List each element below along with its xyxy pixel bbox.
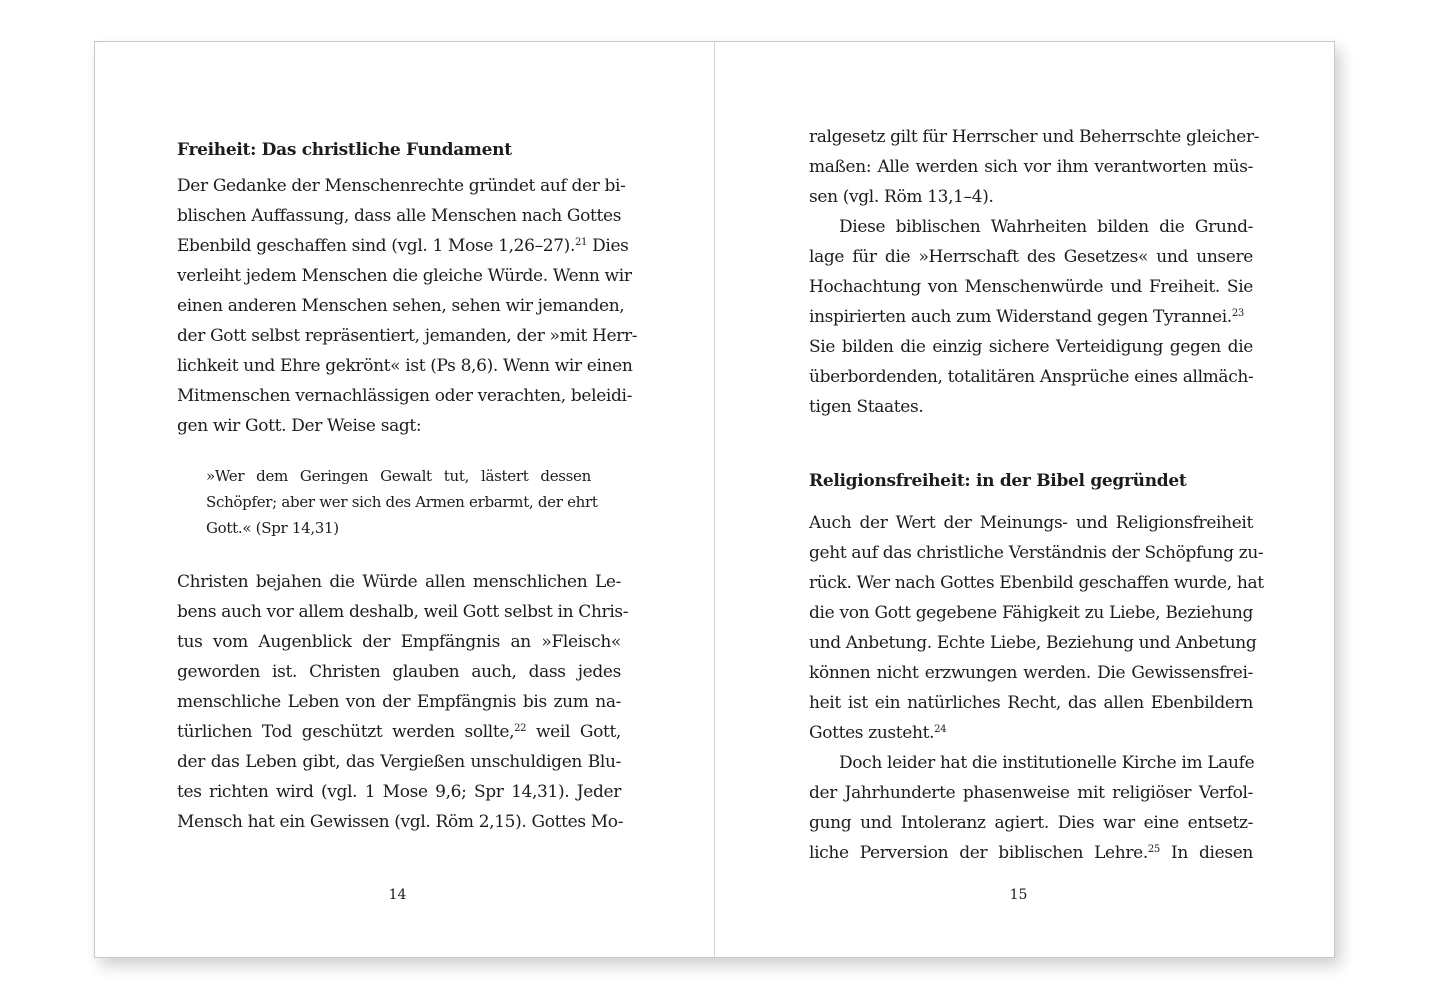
left-page bbox=[95, 42, 714, 957]
text-line: und Anbetung. Echte Liebe, Beziehung und Anbetung bbox=[809, 633, 1257, 653]
text-line: ralgesetz gilt für Herrscher und Beherrschte gleicher- bbox=[809, 127, 1260, 147]
text-line: sen (vgl. Röm 13,1–4). bbox=[809, 187, 994, 207]
quote-line: Gott.« (Spr 14,31) bbox=[206, 519, 339, 537]
text-line: Diese biblischen Wahrheiten bilden die Grund- bbox=[839, 217, 1253, 237]
text-line: heit ist ein natürliches Recht, das allen Ebenbildern bbox=[809, 693, 1253, 713]
text-segment: Gottes zusteht. bbox=[809, 723, 935, 743]
text-segment: inspirierten auch zum Widerstand gegen Tyrannei. bbox=[809, 307, 1232, 327]
text-line: rück. Wer nach Gottes Ebenbild geschaffen wurde, hat bbox=[809, 573, 1264, 593]
text-line: Hochachtung von Menschenwürde und Freiheit. Sie bbox=[809, 277, 1253, 297]
text-segment: liche Perversion der biblischen Lehre. bbox=[809, 843, 1148, 863]
quote-line: Schöpfer; aber wer sich des Armen erbarmt, der ehrt bbox=[206, 493, 598, 511]
text-line: geht auf das christliche Verständnis der Schöpfung zu- bbox=[809, 543, 1264, 563]
text-line: lichkeit und Ehre gekrönt« ist (Ps 8,6). Wenn wir einen bbox=[177, 356, 633, 376]
text-line: die von Gott gegebene Fähigkeit zu Liebe, Beziehung bbox=[809, 603, 1253, 623]
text-line bbox=[809, 838, 1253, 868]
right-text-block bbox=[809, 122, 1264, 868]
footnote-ref: 23 bbox=[1231, 308, 1244, 319]
text-line: maßen: Alle werden sich vor ihm verantworten müs- bbox=[809, 157, 1253, 177]
footnote-ref: 21 bbox=[575, 237, 588, 248]
text-line: gen wir Gott. Der Weise sagt: bbox=[177, 416, 422, 436]
text-segment: In diesen bbox=[1170, 843, 1253, 863]
text-line: blischen Auffassung, dass alle Menschen nach Gottes bbox=[177, 206, 622, 226]
page-number: 14 bbox=[388, 887, 407, 903]
footnote-ref: 22 bbox=[514, 723, 527, 734]
text-segment: weil Gott, bbox=[535, 722, 621, 742]
footnote-ref: 25 bbox=[1147, 844, 1160, 855]
section-heading: Religionsfreiheit: in der Bibel gegründet bbox=[809, 471, 1187, 491]
text-line: menschliche Leben von der Empfängnis bis zum na- bbox=[177, 692, 621, 712]
text-segment: türlichen Tod geschützt werden sollte, bbox=[177, 722, 515, 742]
text-line bbox=[809, 718, 1253, 748]
text-segment: Ebenbild geschaffen sind (vgl. 1 Mose 1,26–27). bbox=[177, 236, 575, 256]
book-spread bbox=[94, 41, 1335, 958]
text-line: Mitmenschen vernachlässigen oder verachten, beleidi- bbox=[177, 386, 633, 406]
text-line: der das Leben gibt, das Vergießen unschuldigen Blu- bbox=[177, 752, 621, 772]
text-line bbox=[177, 231, 629, 261]
text-line: tes richten wird (vgl. 1 Mose 9,6; Spr 14,31). Jeder bbox=[177, 782, 621, 802]
text-line: Doch leider hat die institutionelle Kirche im Laufe bbox=[839, 753, 1255, 773]
text-line: überbordenden, totalitären Ansprüche eines allmäch- bbox=[809, 367, 1254, 387]
text-line: tigen Staates. bbox=[809, 397, 924, 417]
text-line: Sie bilden die einzig sichere Verteidigung gegen die bbox=[809, 337, 1253, 357]
text-line: Der Gedanke der Menschenrechte gründet auf der bi- bbox=[177, 176, 626, 196]
section-heading: Freiheit: Das christliche Fundament bbox=[177, 140, 512, 160]
text-line: Mensch hat ein Gewissen (vgl. Röm 2,15). Gottes Mo- bbox=[177, 812, 624, 832]
text-line: verleiht jedem Menschen die gleiche Würde. Wenn wir bbox=[177, 266, 632, 286]
footnote-ref: 24 bbox=[934, 724, 947, 735]
quote-line: »Wer dem Geringen Gewalt tut, lästert dessen bbox=[206, 467, 591, 485]
text-line: geworden ist. Christen glauben auch, dass jedes bbox=[177, 662, 621, 682]
text-line: Auch der Wert der Meinungs- und Religionsfreiheit bbox=[809, 513, 1253, 533]
right-page bbox=[715, 42, 1334, 957]
left-text-block bbox=[177, 135, 638, 837]
text-line: der Jahrhunderte phasenweise mit religiöser Verfol- bbox=[809, 783, 1253, 803]
text-line: bens auch vor allem deshalb, weil Gott selbst in Chris- bbox=[177, 602, 629, 622]
text-line: Christen bejahen die Würde allen menschlichen Le- bbox=[177, 572, 621, 592]
text-line: tus vom Augenblick der Empfängnis an »Fleisch« bbox=[177, 632, 621, 652]
page-number: 15 bbox=[1009, 887, 1028, 903]
text-segment: Dies bbox=[592, 236, 629, 256]
text-line bbox=[177, 717, 621, 747]
text-line: können nicht erzwungen werden. Die Gewissensfrei- bbox=[809, 663, 1253, 683]
block-quote bbox=[206, 463, 598, 541]
text-line: einen anderen Menschen sehen, sehen wir jemanden, bbox=[177, 296, 625, 316]
text-line bbox=[809, 302, 1253, 332]
text-line: gung und Intoleranz agiert. Dies war eine entsetz- bbox=[809, 813, 1253, 833]
text-line: lage für die »Herrschaft des Gesetzes« und unsere bbox=[809, 247, 1253, 267]
text-line: der Gott selbst repräsentiert, jemanden, der »mit Herr- bbox=[177, 326, 638, 346]
